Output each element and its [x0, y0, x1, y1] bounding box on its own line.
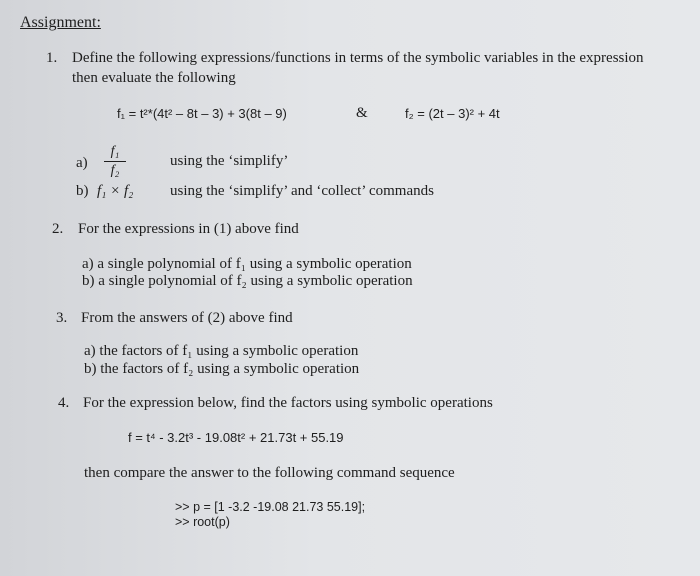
q1-line1: Define the following expressions/functions in terms of the symbolic variables in the expression [72, 50, 644, 66]
q3-a: a) the factors of f₁ using a symbolic operation [84, 343, 359, 359]
q1-b-expression: f₁ × f₂ [97, 183, 134, 199]
q1-line2: then evaluate the following [72, 70, 236, 86]
q1-number: 1. [46, 50, 58, 66]
q2-line: For the expressions in (1) above find [78, 221, 299, 237]
q3-number: 3. [56, 310, 68, 326]
matlab-command-1: >> p = [1 -3.2 -19.08 21.73 55.19]; [175, 500, 366, 514]
q1-a-text: using the ‘simplify’ [170, 153, 289, 169]
fraction-numerator: f₁ [110, 144, 120, 159]
q4-compare-text: then compare the answer to the following command sequence [84, 465, 455, 481]
q1-a-label: a) [76, 155, 88, 171]
q1-b-label: b) [76, 183, 89, 199]
q4-formula: f = t⁴ - 3.2t³ - 19.08t² + 21.73t + 55.19 [128, 430, 344, 445]
f1-expression: f₁ = t²*(4t² – 8t – 3) + 3(8t – 9) [117, 106, 287, 121]
ampersand: & [356, 105, 368, 121]
q3-b: b) the factors of f₂ using a symbolic operation [84, 361, 360, 377]
fraction-bar [104, 161, 126, 162]
matlab-command-2: >> root(p) [175, 515, 230, 529]
q4-number: 4. [58, 395, 70, 411]
q2-number: 2. [52, 221, 64, 237]
assignment-title: Assignment: [20, 14, 101, 31]
q2-b: b) a single polynomial of f₂ using a symbolic operation [82, 273, 413, 289]
q4-line: For the expression below, find the factors using symbolic operations [83, 395, 493, 411]
f2-expression: f₂ = (2t – 3)² + 4t [405, 106, 500, 121]
f1-over-f2-fraction [104, 144, 126, 179]
q2-a: a) a single polynomial of f₁ using a symbolic operation [82, 256, 412, 272]
q1-b-text: using the ‘simplify’ and ‘collect’ commands [170, 183, 434, 199]
q3-line: From the answers of (2) above find [81, 310, 293, 326]
fraction-denominator: f₂ [110, 163, 120, 178]
